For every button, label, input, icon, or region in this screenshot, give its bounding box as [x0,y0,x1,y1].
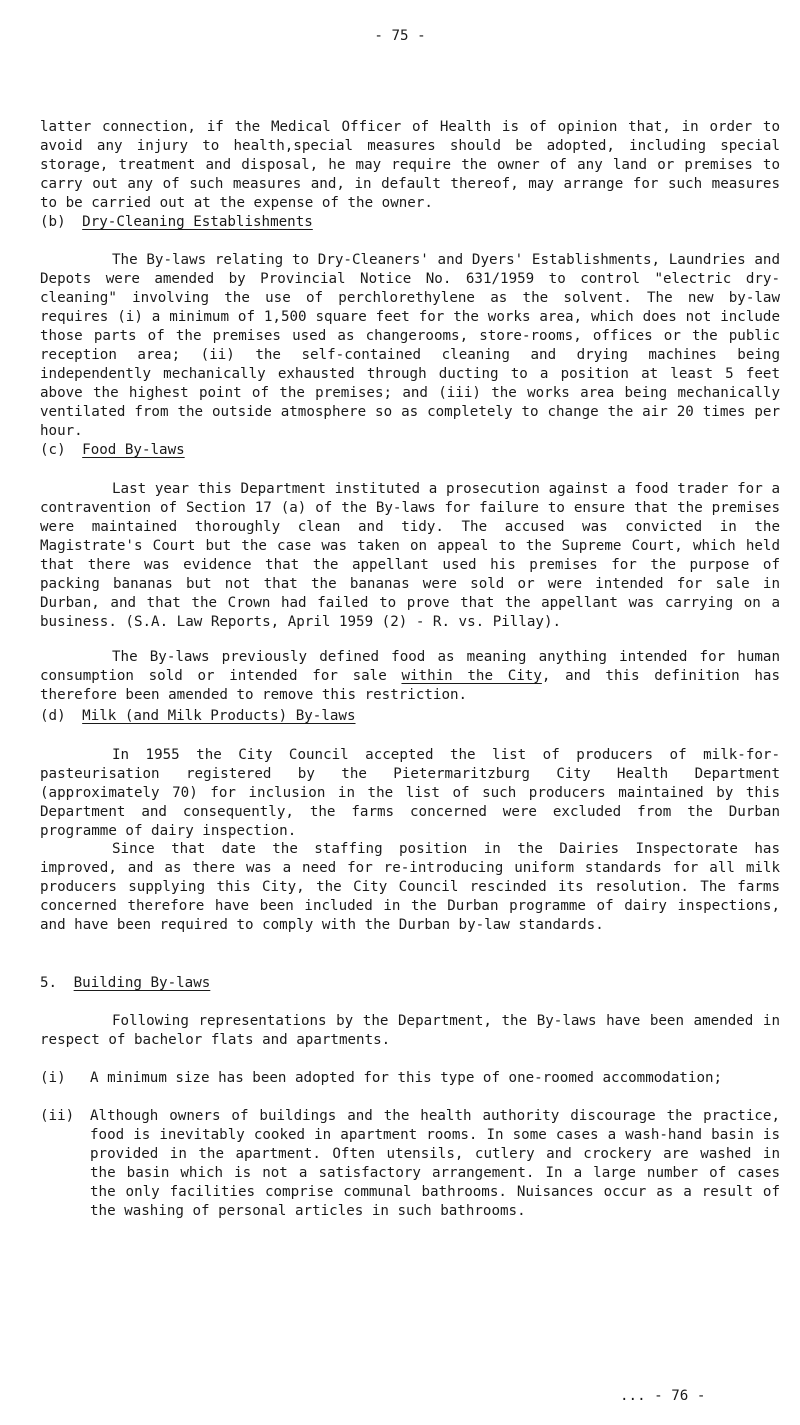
section-b-heading [40,213,780,232]
section-c-title: Food By-laws [82,442,185,458]
section-d-paragraph-2: Since that date the staffing position in the Dairies Inspectorate has improved, and as there was a need for re-introducing uniform standards for all milk producers supplying this City, the City Council rescinded its resolution. The farms concerned therefore have been included in the Durban programme of dairy inspections, and have been required to comply with the Durban by-law standards. [40,841,780,933]
page-number: - 75 - [374,28,426,44]
section-d-paragraph-1: In 1955 the City Council accepted the list of producers of milk-for-pasteurisation registered by the Pietermaritzburg City Health Department (approximately 70) for inclusion in the list of such producers maintained by this Department and consequently, the farms concerned were excluded from the Durban programme of dairy inspection. [40,747,780,839]
section-5-body [40,1012,780,1050]
section-c-label: (c) [40,442,66,458]
section-b-body [40,251,780,441]
intro-paragraph: latter connection, if the Medical Officer of Health is of opinion that, in order to avoid any injury to health,special measures should be adopted, including special storage, treatment and disposal, he may require the owner of any land or premises to carry out any of such measures and, in default thereof, may arrange for such measures to be carried out at the expense of the owner. [40,119,780,211]
intro-paragraph-block [40,118,780,213]
section-5-label: 5. [40,975,58,991]
list-item-label: (ii) [40,1108,75,1124]
list-item-text: A minimum size has been adopted for this type of one-roomed accommodation; [90,1070,723,1086]
section-5-paragraph: Following representations by the Department, the By-laws have been amended in respect of bachelor flats and apartments. [40,1013,780,1048]
section-b-label: (b) [40,214,66,230]
section-b-paragraph: The By-laws relating to Dry-Cleaners' and Dyers' Establishments, Laundries and Depots were amended by Provincial Notice No. 631/1959 to control "electric dry-cleaning" involving the use of perchlorethylene as the solvent. The new by-law requires (i) a minimum of 1,500 square feet for the works area, which does not include those parts of the premises used as changerooms, store-rooms, offices or the public reception area; (ii) the self-contained cleaning and drying machines being independently mechanically exhausted through ducting to a position at least 5 feet above the highest point of the premises; and (iii) the works area being mechanically ventilated from the outside atmosphere so as completely to change the air 20 times per hour. [40,252,780,439]
list-item-text: Although owners of buildings and the health authority discourage the practice, food is inevitably cooked in apartment rooms. In some cases a wash-hand basin is provided in the apartment. Often utensils, cutlery and crockery are washed in the basin which is not a satisfactory arrangement. In a large number of cases the only facilities comprise communal bathrooms. Nuisances occur as a result of the washing of personal articles in such bathrooms. [90,1108,780,1219]
section-c-heading [40,441,780,460]
section-c-paragraph-2-before: The By-laws previously defined food as meaning anything intended for human consumption sold or intended for sale [40,649,780,684]
section-d-body-1 [40,746,780,841]
section-b-title: Dry-Cleaning Establishments [82,214,313,230]
section-d-heading [40,707,780,726]
section-c-paragraph-2-after: , and this definition has therefore been amended to remove this restriction. [40,668,780,703]
list-item [40,1107,780,1221]
section-d-body-2 [40,840,780,935]
section-5-heading [40,974,780,993]
section-d-label: (d) [40,708,66,724]
section-c-paragraph-2 [40,648,780,705]
section-c-paragraph-2-underlined: within the City [401,668,542,684]
list-item-label: (i) [40,1070,66,1086]
footer-continuation: ... - 76 - [620,1388,706,1404]
section-d-title: Milk (and Milk Products) By-laws [82,708,356,724]
section-5-title: Building By-laws [73,975,211,991]
section-c-body-1 [40,480,780,632]
list-item [40,1069,780,1088]
section-c-body-2 [40,648,780,705]
section-c-paragraph-1: Last year this Department instituted a prosecution against a food trader for a contravention of Section 17 (a) of the By-laws for failure to ensure that the premises were maintained thoroughly clean and tidy. The accused was convicted in the Magistrate's Court but the case was taken on appeal to the Supreme Court, which held that there was evidence that the appellant used his premises for the purpose of packing bananas but not that the bananas were sold or were intended for sale in Durban, and that the Crown had failed to prove that the appellant was carrying on a business. (S.A. Law Reports, April 1959 (2) - R. vs. Pillay). [40,481,780,630]
